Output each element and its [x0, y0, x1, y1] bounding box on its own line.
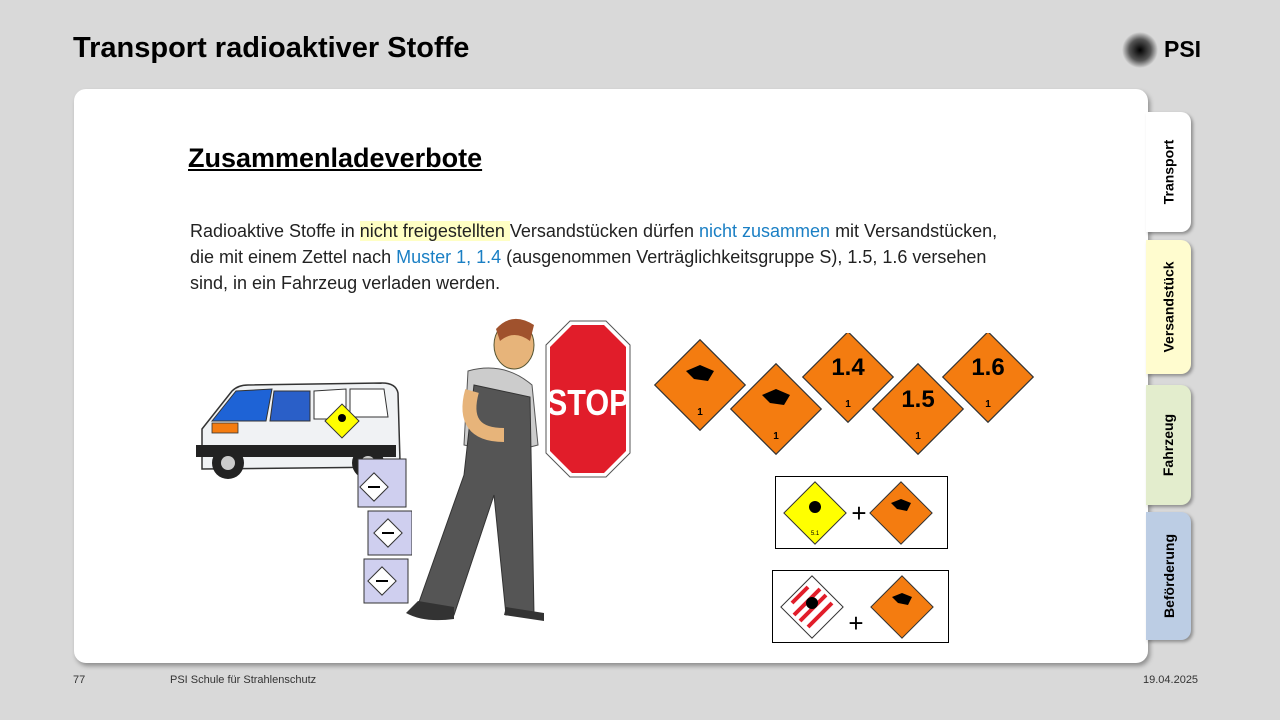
explosive-labels-group	[652, 333, 1042, 461]
tab-label: Fahrzeug	[1160, 413, 1177, 477]
slide-card	[74, 89, 1148, 663]
stop-sign-icon	[544, 319, 634, 481]
tab-transport[interactable]	[1146, 112, 1191, 232]
highlight-text: nicht freigestellten	[359, 221, 510, 241]
tab-befoerderung[interactable]	[1146, 512, 1191, 640]
tab-label: Transport	[1160, 139, 1177, 205]
tab-versandstueck[interactable]	[1146, 240, 1191, 374]
footer-org: PSI Schule für Strahlenschutz	[170, 674, 317, 686]
plus-sign: +	[851, 498, 867, 528]
label-code: 1.5	[901, 386, 935, 413]
para-text: (ausgenommen Verträglichkeitsgruppe S), 1.5, 1.6 versehen sind, in ein Fahrzeug verladen werden.	[190, 247, 987, 293]
explosive-label-1	[655, 340, 746, 431]
label-class: 1	[985, 399, 991, 410]
label-class: 1	[845, 399, 851, 410]
worker-illustration	[394, 315, 554, 635]
label-code: 1.6	[971, 354, 1005, 381]
blue-text-muster: Muster 1, 1.4	[396, 247, 502, 267]
rule-paragraph	[190, 218, 1010, 296]
tab-label: Beförderung	[1160, 534, 1177, 618]
tab-fahrzeug[interactable]	[1146, 385, 1191, 505]
label-code: 1.4	[831, 354, 865, 381]
combo-flammable-explosive	[772, 570, 950, 644]
psi-logo-text: PSI	[1164, 36, 1202, 62]
stop-text: STOP	[546, 383, 630, 424]
tab-label: Versandstück	[1160, 261, 1177, 353]
class-51-label: 5.1	[810, 531, 820, 537]
blue-text-not-together: nicht zusammen	[699, 221, 831, 241]
label-class: 1	[697, 407, 703, 418]
slide-title: Transport radioaktiver Stoffe	[73, 32, 470, 64]
label-class: 1	[915, 431, 921, 442]
page-number: 77	[73, 674, 86, 686]
combo-oxidizer-explosive	[775, 476, 949, 550]
section-heading: Zusammenladeverbote	[188, 143, 483, 173]
para-text: Radioaktive Stoffe in	[190, 221, 360, 241]
label-class: 1	[773, 431, 779, 442]
van-illustration	[192, 379, 412, 609]
para-text: Versandstücken dürfen	[509, 221, 699, 241]
footer-date: 19.04.2025	[1143, 674, 1199, 686]
para-text: mit Versandstücken, die mit einem Zettel nach	[190, 221, 998, 267]
plus-sign: +	[848, 608, 864, 638]
